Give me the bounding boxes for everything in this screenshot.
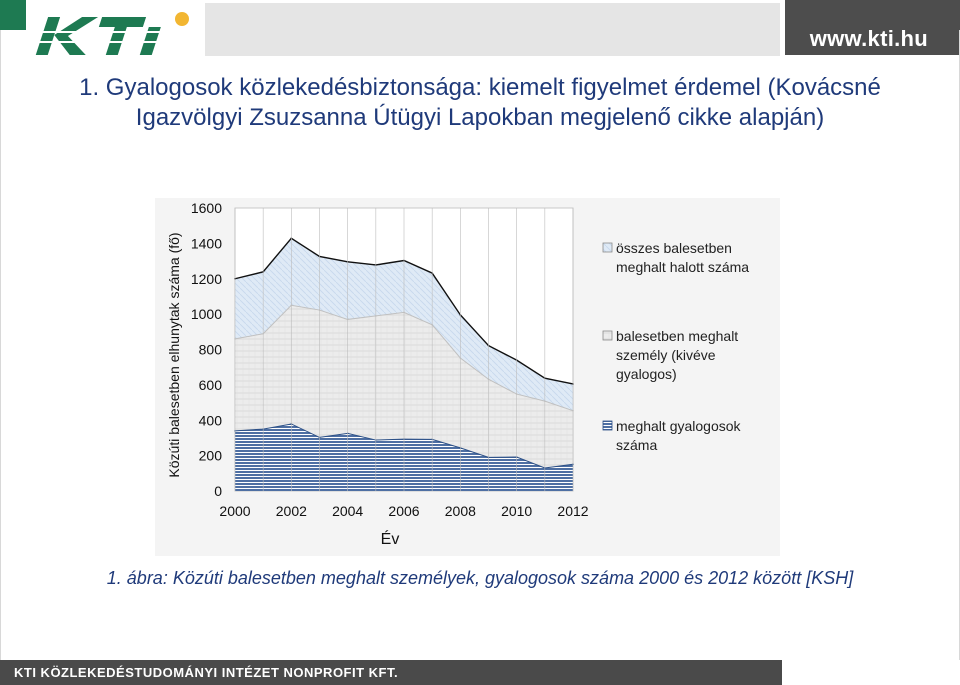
y-tick-label: 400 — [198, 412, 222, 429]
y-axis-title: Közúti balesetben elhunytak száma (fő) — [166, 232, 182, 478]
x-axis-title: Év — [380, 531, 400, 548]
footer-company: KTI KÖZLEKEDÉSTUDOMÁNYI INTÉZET NONPROFIT KFT. — [14, 665, 399, 680]
footer-blank — [782, 660, 960, 685]
x-tick-label: 2006 — [388, 503, 420, 519]
legend-total — [603, 240, 749, 275]
x-tick-label: 2008 — [444, 503, 476, 519]
y-tick-label: 0 — [214, 483, 222, 499]
x-tick-label: 2012 — [557, 503, 589, 519]
logo-text: KTI — [30, 5, 32, 6]
y-tick-label: 600 — [198, 376, 222, 393]
y-tick-label: 800 — [198, 341, 222, 358]
legend-total-label: összes balesetben — [616, 240, 732, 256]
site-url[interactable]: www.kti.hu — [809, 26, 928, 51]
legend-pedestrian-label: meghalt gyalogosok — [616, 418, 741, 434]
figure-caption: 1. ábra: Közúti balesetben meghalt személyek, gyalogosok száma 2000 és 2012 között [KSH] — [106, 568, 854, 588]
page-title: 1. Gyalogosok közlekedésbiztonsága: kiemelt figyelmet érdemel (Kovácsné Igazvölgyi Zsuzsanna Útügyi Lapokban megjelenő cikke alapján) — [79, 74, 881, 131]
legend-pedestrian-swatch — [603, 421, 612, 430]
legend-pedestrian — [603, 418, 742, 453]
x-tick-label: 2010 — [501, 503, 533, 519]
legend-total-label: meghalt halott száma — [616, 259, 750, 275]
x-tick-label: 2002 — [275, 503, 307, 519]
legend-other-label: személy (kivéve — [616, 347, 716, 363]
legend-other-label: balesetben meghalt — [616, 328, 739, 344]
y-tick-label: 1200 — [190, 270, 222, 287]
legend-total-swatch — [603, 243, 612, 252]
x-tick-label: 2004 — [332, 503, 364, 519]
y-tick-label: 1600 — [190, 200, 222, 216]
legend-other-label: gyalogos) — [616, 366, 677, 382]
y-tick-label: 1000 — [190, 306, 222, 323]
y-tick-label: 200 — [198, 447, 222, 464]
footer-bar — [0, 660, 782, 685]
legend-other — [603, 328, 738, 382]
x-tick-label: 2000 — [219, 503, 251, 519]
legend-pedestrian-label: száma — [616, 437, 658, 453]
legend-other-swatch — [603, 331, 612, 340]
y-tick-label: 1400 — [190, 235, 222, 252]
